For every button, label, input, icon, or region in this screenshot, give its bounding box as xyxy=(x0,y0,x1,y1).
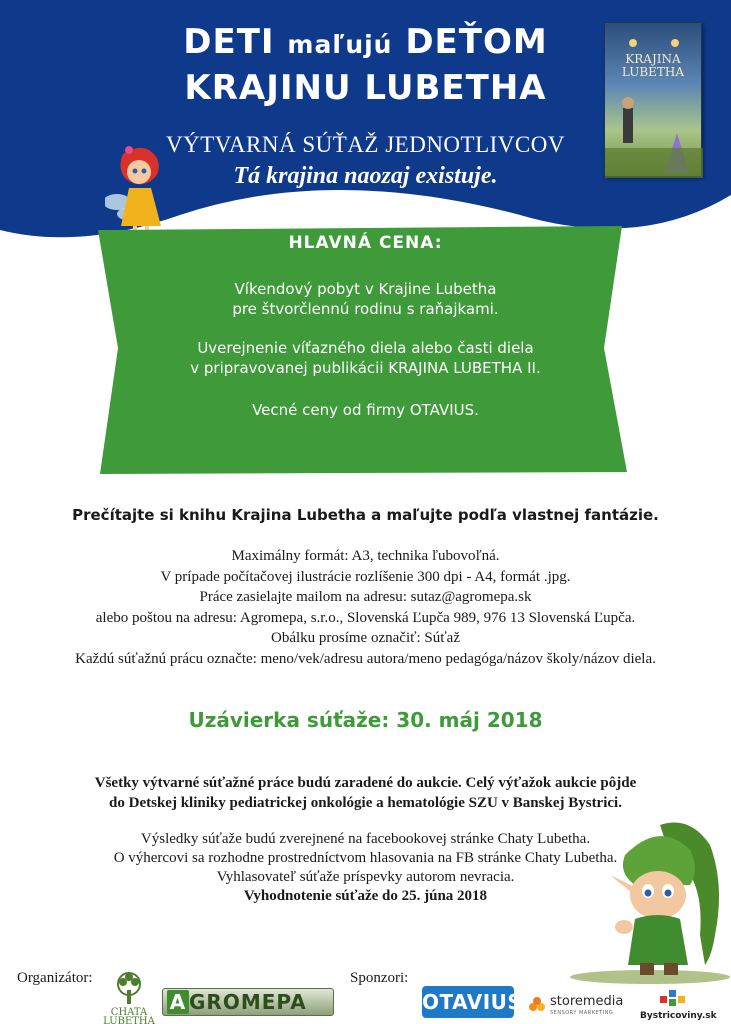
prize-item-3: Vecné ceny od firmy OTAVIUS. xyxy=(252,401,479,419)
agromepa-text: GROMEPA xyxy=(189,990,307,1014)
otavius-logo: OTAVIUS xyxy=(422,986,514,1018)
tagline: Tá krajina naozaj existuje. xyxy=(233,163,498,189)
prize-title: HLAVNÁ CENA: xyxy=(288,233,443,253)
storemedia-text: storemedia xyxy=(550,994,624,1009)
rule-line: Obálku prosíme označiť: Súťaž xyxy=(270,630,461,646)
rule-line: V prípade počítačovej ilustrácie rozlíšenie 300 dpi - A4, formát .jpg. xyxy=(160,568,571,585)
storemedia-icon xyxy=(528,996,546,1012)
results-line: O výhercovi sa rozhodne prostredníctvom hlasovania na FB stránke Chaty Lubetha. xyxy=(113,850,618,866)
auction-line: Všetky výtvarné súťažné práce budú zaradené do aukcie. Celý výťažok aukcie pôjde xyxy=(94,775,637,791)
prize-item-2: Uverejnenie víťazného diela alebo časti diela v pripravovanej publikácii KRAJINA LUBETHA II. xyxy=(190,339,541,377)
bystricoviny-logo xyxy=(640,990,717,1024)
subtitle: VÝTVARNÁ SÚŤAŽ JEDNOTLIVCOV xyxy=(166,132,565,157)
storemedia-logo xyxy=(528,994,628,1018)
storemedia-subtext: SENSORY MARKETING xyxy=(550,1010,614,1016)
bystricoviny-icon xyxy=(660,990,686,1010)
rules-block xyxy=(0,546,731,669)
tree-icon xyxy=(112,970,146,1006)
book-title: KRAJINA LUBETHA xyxy=(621,52,685,79)
intro-text: Prečítajte si knihu Krajina Lubetha a maľujte podľa vlastnej fantázie. xyxy=(72,506,659,524)
title-word-detom: DEŤOM xyxy=(405,22,548,62)
rule-line: Každú súťažnú prácu označte: meno/vek/adresu autora/meno pedagóga/názov školy/názov diela. xyxy=(75,650,656,667)
agromepa-logo xyxy=(162,988,334,1016)
rule-line: Maximálny formát: A3, technika ľubovoľná. xyxy=(231,548,500,564)
auction-block xyxy=(0,773,731,813)
deadline-text: Uzávierka súťaže: 30. máj 2018 xyxy=(188,708,543,732)
chata-lubetha-text: CHATA LUBETHA xyxy=(103,1007,155,1024)
results-line: Vyhlasovateľ súťaže príspevky autorom nevracia. xyxy=(216,869,515,885)
chata-lubetha-logo xyxy=(100,968,158,1024)
rule-line: Práce zasielajte mailom na adresu: sutaz@agromepa.sk xyxy=(199,589,532,605)
title-word-malujú: maľujú xyxy=(287,30,393,59)
elf-illustration xyxy=(540,815,730,985)
main-title-line2: KRAJINU LUBETHA xyxy=(184,68,547,108)
sponsors-label: Sponzori: xyxy=(350,970,409,986)
agromepa-a-mark: A xyxy=(167,990,189,1014)
auction-line: do Detskej kliniky pediatrickej onkológie a hematológie SZU v Banskej Bystrici. xyxy=(109,795,622,811)
book-cover-image xyxy=(604,22,702,177)
title-word-deti: DETI xyxy=(183,22,275,62)
prize-item-1: Víkendový pobyt v Krajine Lubetha pre štvorčlennú rodinu s raňajkami. xyxy=(232,280,499,318)
results-line: Výsledky súťaže budú zverejnené na facebookovej stránke Chaty Lubetha. xyxy=(140,831,591,847)
results-deadline: Vyhodnotenie súťaže do 25. júna 2018 xyxy=(243,888,488,904)
organizer-label: Organizátor: xyxy=(17,970,93,986)
rule-line: alebo poštou na adresu: Agromepa, s.r.o., Slovenská Ľupča 989, 976 13 Slovenská Ľupča. xyxy=(95,609,636,626)
bystricoviny-text: Bystricoviny.sk xyxy=(640,1011,717,1021)
book-illustration xyxy=(605,23,703,178)
